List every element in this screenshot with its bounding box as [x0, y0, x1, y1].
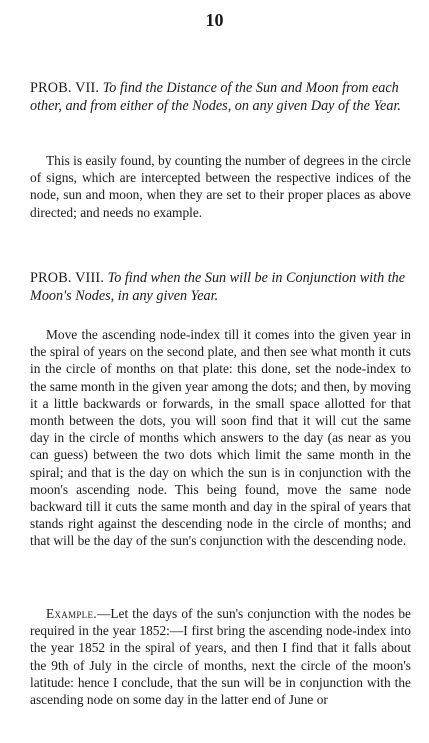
example-label: Example.	[46, 606, 97, 621]
prob-7-heading	[30, 80, 411, 115]
prob-7-body: This is easily found, by counting the number of degrees in the circle of signs, which are intercepted between the respective indices of the node, sun and moon, when they are set to their proper places as above directed; and needs no example.	[30, 153, 411, 220]
prob-7-title: To find the Distance of the Sun and Moon from each other, and from either of the Nodes, on any given Day of the Year.	[30, 80, 401, 114]
prob-8-label: PROB. VIII.	[30, 270, 105, 286]
page-number: 10	[205, 10, 224, 30]
example-text: —Let the days of the sun's conjunction with the nodes be required in the year 1852:—I first bring the ascending node-index into the year 1852 in the spiral of years, and then I find that it falls about the 9th of July in the circle of months, next the circle of the moon's latitude: hence I conclude, that the sun will be in conjunction with the ascending node on some day in the latter end of June or	[30, 606, 411, 708]
prob-8-body: Move the ascending node-index till it comes into the given year in the spiral of years on the second plate, and then see what month it cuts in the circle of months on that plate: this done, set the node-index to the same month in the given year among the dots; and then, by moving it a little backwards or forwards, in the small space allotted for that month between the dots, you will soon find that it will cut the same day in the circle of months which answers to the day (as near as you can guess) between the two dots which limit the same month in the spiral; and that is the day on which the sun is in conjunction with the moon's ascending node. This being found, move the same node backward till it cuts the same month and day in the spiral of years that stands right against the descending node in the circle of months; and that will be the day of the sun's conjunction with the descending node.	[30, 327, 411, 549]
prob-7-label: PROB. VII.	[30, 80, 100, 96]
example-paragraph	[30, 605, 411, 708]
prob-8-heading	[30, 270, 411, 305]
prob-8-title: To find when the Sun will be in Conjunction with the Moon's Nodes, in any given Year.	[30, 270, 406, 304]
